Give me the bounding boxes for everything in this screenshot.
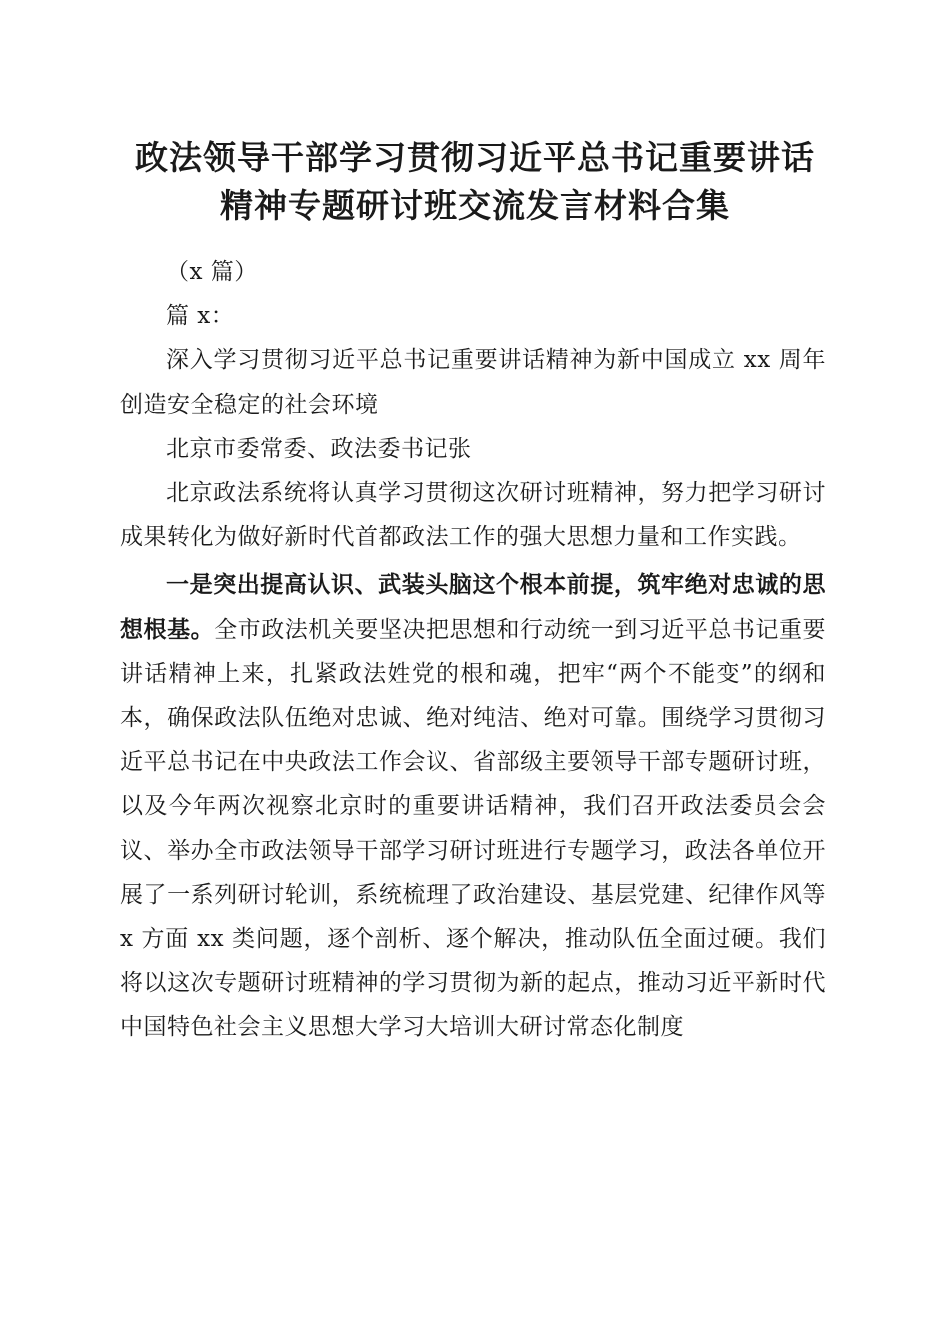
intro-paragraph: 北京政法系统将认真学习贯彻这次研讨班精神，努力把学习研讨成果转化为做好新时代首都政法工作的强大思想力量和工作实践。 [120,480,826,551]
document-title [100,134,850,230]
document-body [120,250,826,1050]
point-one-lead: 一是突出提高认识、武装头脑这个根本前提，筑牢绝对忠诚的思想根基。 [120,571,826,643]
article-title: 深入学习贯彻习近平总书记重要讲话精神为新中国成立 xx 周年创造安全稳定的社会环境 [120,347,826,418]
author-line: 北京市委常委、政法委书记张 [166,435,472,462]
point-one-body: 全市政法机关要坚决把思想和行动统一到习近平总书记重要讲话精神上来，扎紧政法姓党的根和魂，把牢“两个不能变”的纲和本，确保政法队伍绝对忠诚、绝对纯洁、绝对可靠。围绕学习贯彻习近平总书记在中央政法工作会议、省部级主要领导干部专题研讨班，以及今年两次视察北京时的重要讲话精神，我们召开政法委员会会议、举办全市政法领导干部学习研讨班进行专题学习，政法各单位开展了一系列研讨轮训，系统梳理了政治建设、基层党建、纪律作风等 x 方面 xx 类问题，逐个剖析、逐个解决，推动队伍全面过硬。我们将以这次专题研讨班精神的学习贯彻为新的起点，推动习近平新时代中国特色社会主义思想大学习大培训大研讨常态化制度 [120,616,827,1041]
point-one-paragraph [120,563,826,1049]
count-note: （x 篇） [166,259,258,285]
title-line-2: 精神专题研讨班交流发言材料合集 [220,186,730,225]
title-line-1: 政法领导干部学习贯彻习近平总书记重要讲话 [135,138,815,177]
piece-label: 篇 x： [166,303,235,330]
